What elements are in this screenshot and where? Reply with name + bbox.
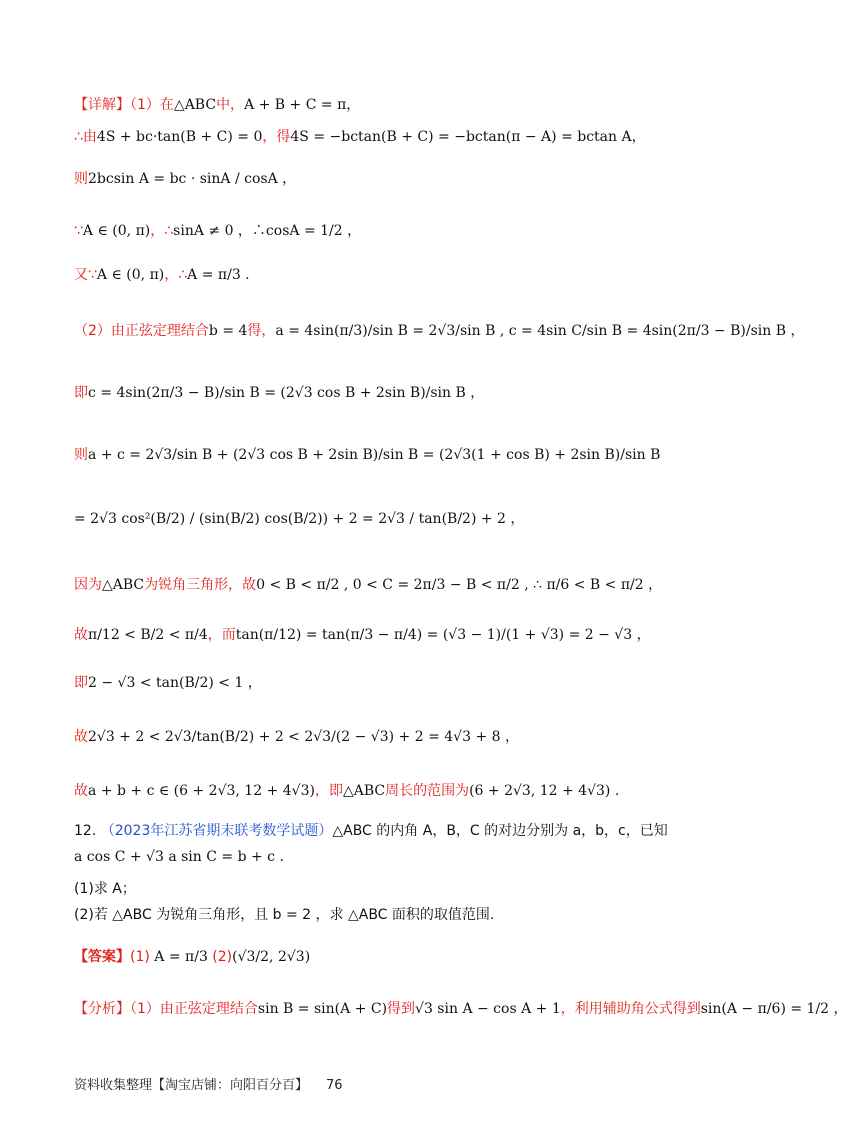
analysis-line: 【分析】（1）由正弦定理结合sin B = sin(A + C)得到√3 sin A − cos A + 1，利用辅助角公式得到sin(A − π/6) = 1/2 ， (74, 1001, 848, 1017)
text-line: 即c = 4sin(2π/3 − B)/sin B = (2√3 cos B + 2sin B)/sin B ， (74, 385, 485, 401)
text-line: 【详解】（1）在△ABC中，A + B + C = π， (74, 97, 361, 113)
text-line: （2）由正弦定理结合b = 4得，a = 4sin(π/3)/sin B = 2√3/sin B , c = 4sin C/sin B = 4sin(2π/3 − B)/sin B ， (74, 323, 805, 339)
text-line: 故a + b + c ∈ (6 + 2√3, 12 + 4√3)，即△ABC周长的范围为(6 + 2√3, 12 + 4√3) . (74, 783, 620, 799)
question-part-2: (2)若 △ABC 为锐角三角形，且 b = 2 ，求 △ABC 面积的取值范围. (74, 907, 495, 923)
text-line: ∵A ∈ (0, π)，∴sinA ≠ 0 ，∴cosA = 1/2 ， (74, 223, 362, 239)
text-line: 则2bcsin A = bc · sinA / cosA ， (74, 171, 297, 187)
text-line: ∴由4S + bc·tan(B + C) = 0，得4S = −bctan(B + C) = −bctan(π − A) = bctan A， (74, 129, 646, 145)
problem-condition: a cos C + √3 a sin C = b + c . (74, 849, 284, 865)
page-number: 76 (326, 1078, 343, 1093)
text-line: 故2√3 + 2 < 2√3/tan(B/2) + 2 < 2√3/(2 − √3) + 2 = 4√3 + 8 ， (74, 729, 519, 745)
footer-text: 资料收集整理【淘宝店铺：向阳百分百】 (74, 1078, 309, 1093)
text-line: 即2 − √3 < tan(B/2) < 1 ， (74, 675, 262, 691)
page-footer (74, 1074, 343, 1093)
problem-statement: 12. （2023年江苏省期末联考数学试题）△ABC 的内角 A，B，C 的对边分别为 a，b，c，已知 (74, 823, 668, 839)
question-part-1: (1)求 A； (74, 881, 136, 897)
text-line: 因为△ABC为锐角三角形，故0 < B < π/2 , 0 < C = 2π/3 − B < π/2 , ∴ π/6 < B < π/2 ， (74, 577, 663, 593)
answer-line: 【答案】(1) A = π/3 (2)(√3/2, 2√3) (74, 949, 311, 965)
text-line: 则a + c = 2√3/sin B + (2√3 cos B + 2sin B)/sin B = (2√3(1 + cos B) + 2sin B)/sin B (74, 447, 661, 463)
text-line: 又∵A ∈ (0, π)，∴A = π/3 . (74, 267, 250, 283)
text-line: 故π/12 < B/2 < π/4，而tan(π/12) = tan(π/3 − π/4) = (√3 − 1)/(1 + √3) = 2 − √3 ， (74, 627, 651, 643)
text-line: = 2√3 cos²(B/2) / (sin(B/2) cos(B/2)) + 2 = 2√3 / tan(B/2) + 2 ， (74, 511, 525, 527)
